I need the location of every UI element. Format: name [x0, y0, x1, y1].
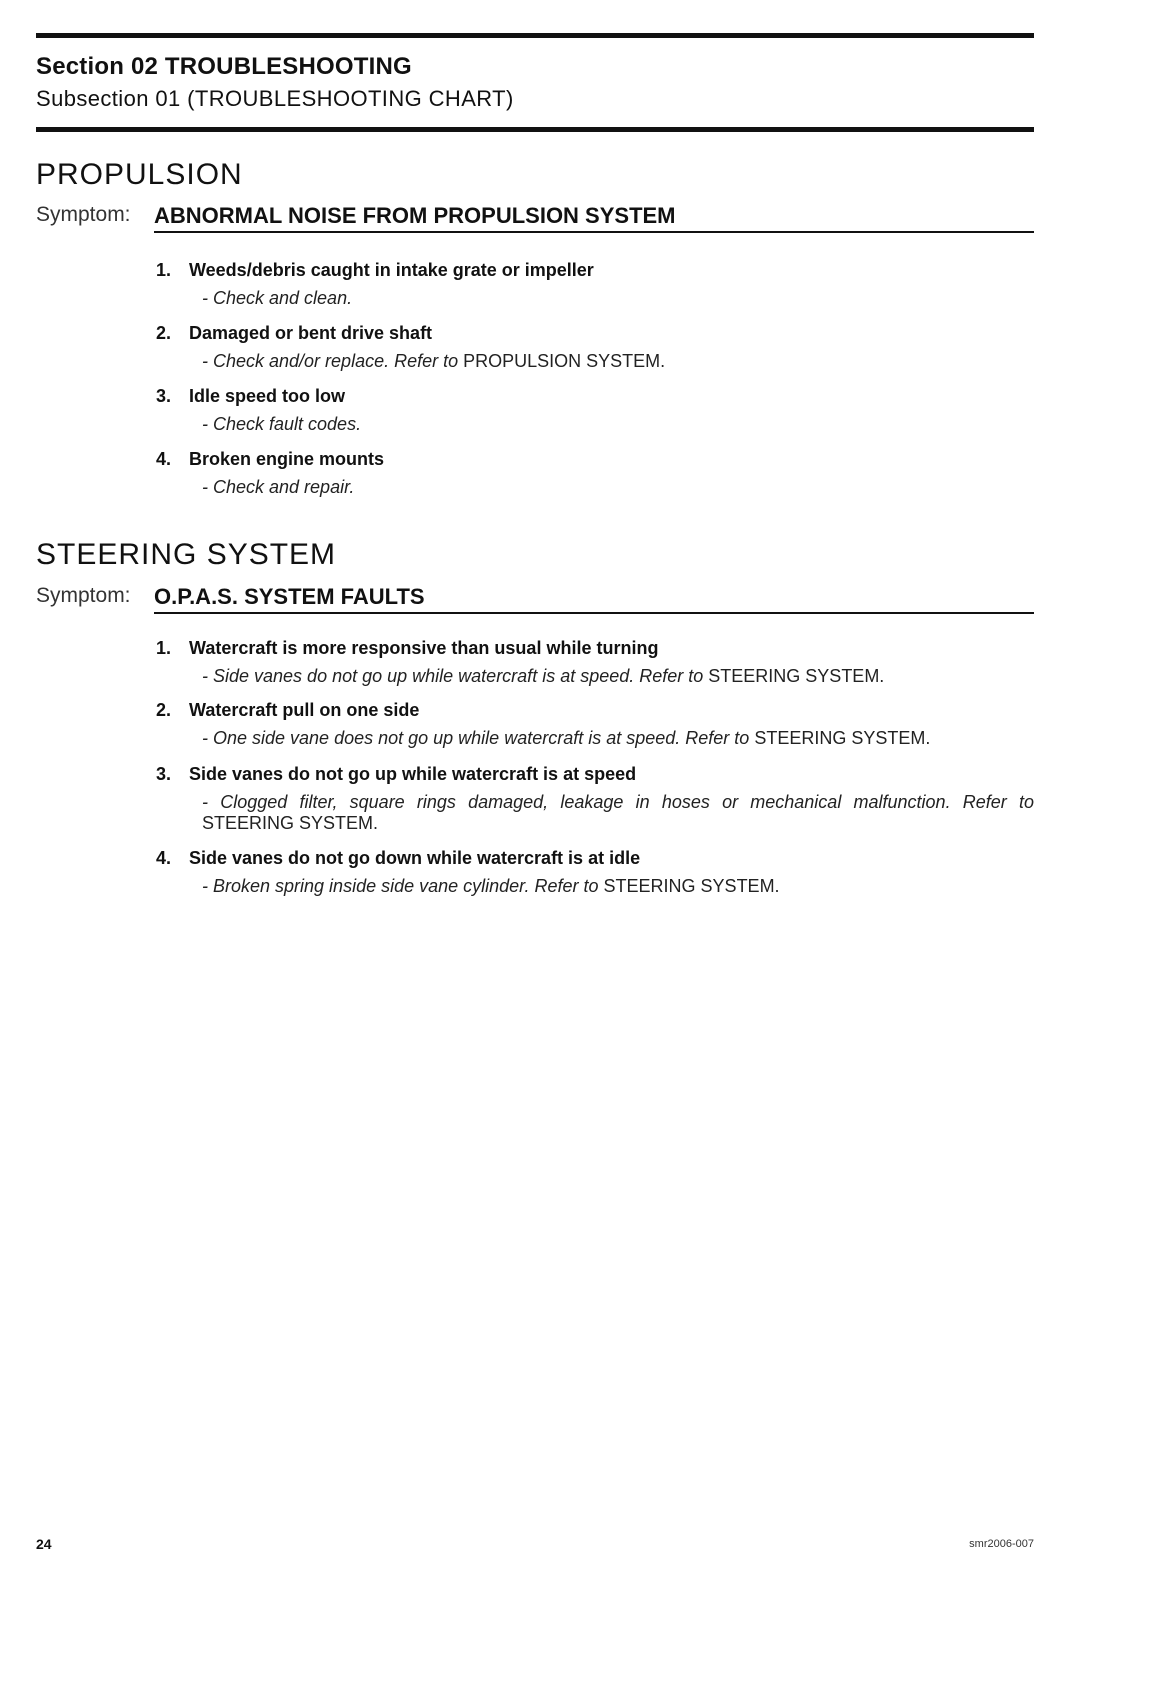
item-description: - Clogged filter, square rings damaged, leakage in hoses or mechanical malfunction. Refer to STEERING SYSTEM. — [202, 792, 1034, 833]
steering-heading: STEERING SYSTEM — [36, 538, 337, 571]
item-description: - Check and/or replace. Refer to PROPULSION SYSTEM. — [202, 351, 666, 371]
subsection-title: Subsection 01 (TROUBLESHOOTING CHART) — [36, 86, 514, 111]
item-number: 4. — [156, 848, 172, 868]
item-title: Watercraft pull on one side — [189, 700, 420, 720]
item-number: 3. — [156, 764, 172, 784]
item-description: - Broken spring inside side vane cylinder. Refer to STEERING SYSTEM. — [202, 876, 780, 896]
item-number: 1. — [156, 260, 172, 280]
item-title: Weeds/debris caught in intake grate or impeller — [189, 260, 594, 280]
symptom-title: ABNORMAL NOISE FROM PROPULSION SYSTEM — [154, 203, 676, 228]
item-title: Side vanes do not go up while watercraft is at speed — [189, 764, 637, 784]
propulsion-heading: PROPULSION — [36, 158, 243, 191]
steering-symptom — [36, 584, 1034, 614]
item-title: Broken engine mounts — [189, 449, 385, 469]
symptom-title: O.P.A.S. SYSTEM FAULTS — [154, 584, 425, 609]
document-code: smr2006-007 — [969, 1538, 1034, 1550]
symptom-label: Symptom: — [36, 584, 131, 607]
item-title: Watercraft is more responsive than usual while turning — [189, 638, 659, 658]
propulsion-symptom — [36, 203, 1034, 233]
symptom-label: Symptom: — [36, 203, 131, 226]
symptom-underline — [154, 612, 1034, 614]
item-number: 1. — [156, 638, 172, 658]
item-description: - One side vane does not go up while watercraft is at speed. Refer to STEERING SYSTEM. — [202, 728, 931, 748]
item-description: - Check and clean. — [202, 288, 353, 308]
item-number: 3. — [156, 386, 172, 406]
item-number: 2. — [156, 323, 172, 343]
item-description: - Side vanes do not go up while watercraft is at speed. Refer to STEERING SYSTEM. — [202, 666, 885, 686]
item-title: Idle speed too low — [189, 386, 346, 406]
header-bottom-rule — [36, 127, 1034, 132]
section-title: Section 02 TROUBLESHOOTING — [36, 53, 412, 80]
page-number: 24 — [36, 1536, 52, 1552]
symptom-underline — [154, 231, 1034, 233]
item-number: 2. — [156, 700, 172, 720]
item-description: - Check and repair. — [202, 477, 355, 497]
item-description: - Check fault codes. — [202, 414, 362, 434]
item-title: Side vanes do not go down while watercraft is at idle — [189, 848, 641, 868]
item-number: 4. — [156, 449, 172, 469]
header-top-rule — [36, 33, 1034, 38]
item-title: Damaged or bent drive shaft — [189, 323, 433, 343]
